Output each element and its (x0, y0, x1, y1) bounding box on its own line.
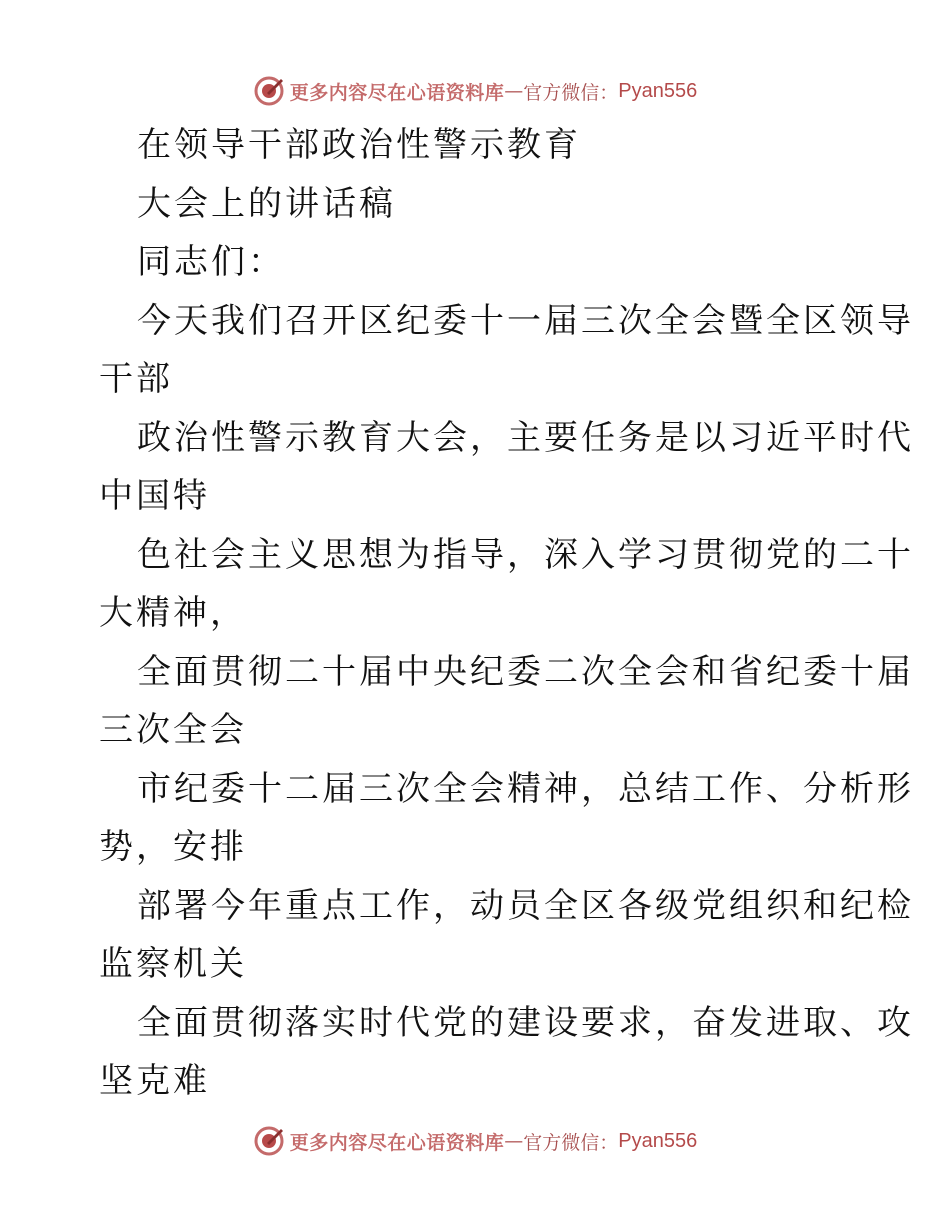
paragraph-line: 干部 (99, 359, 173, 399)
watermark-site-text: 更多内容尽在心语资料库 (289, 1131, 505, 1154)
paragraph-line: 政治性警示教育大会，主要任务是以习近平时代 (137, 417, 914, 458)
paragraph-line: 中国特 (99, 476, 210, 516)
watermark-wechat-label: 官方微信： (523, 81, 619, 104)
watermark-wechat-id: Pyan556 (618, 79, 698, 102)
paragraph-line: 坚克难 (99, 1061, 210, 1101)
title-line-1: 在领导干部政治性警示教育 (137, 125, 581, 165)
paragraph-line: 大精神， (99, 593, 247, 633)
document-body (99, 116, 914, 1111)
paragraph-line: 全面贯彻落实时代党的建设要求，奋发进取、攻 (137, 1002, 914, 1043)
paragraph-line: 市纪委十二届三次全会精神，总结工作、分析形 (137, 768, 914, 809)
paragraph-line: 全面贯彻二十届中央纪委二次全会和省纪委十届 (137, 651, 914, 692)
paragraph-line: 势，安排 (99, 827, 247, 867)
watermark-banner-bottom (0, 1121, 950, 1161)
watermark-wechat-id: Pyan556 (618, 1129, 698, 1152)
watermark-banner-top (0, 71, 950, 111)
watermark-separator: — (504, 1130, 524, 1152)
pen-logo-icon (253, 75, 285, 107)
paragraph-line: 今天我们召开区纪委十一届三次全会暨全区领导 (137, 300, 914, 341)
pen-logo-icon (253, 1125, 285, 1157)
paragraph-line: 部署今年重点工作，动员全区各级党组织和纪检 (137, 885, 914, 926)
paragraph-line: 三次全会 (99, 710, 247, 750)
paragraph-line: 监察机关 (99, 944, 247, 984)
title-line-2: 大会上的讲话稿 (137, 183, 396, 224)
watermark-site-text: 更多内容尽在心语资料库 (289, 81, 505, 104)
paragraph-line: 色社会主义思想为指导，深入学习贯彻党的二十 (137, 534, 914, 575)
watermark-wechat-label: 官方微信： (523, 1131, 619, 1154)
salutation: 同志们： (137, 242, 285, 282)
watermark-separator: — (504, 80, 524, 102)
